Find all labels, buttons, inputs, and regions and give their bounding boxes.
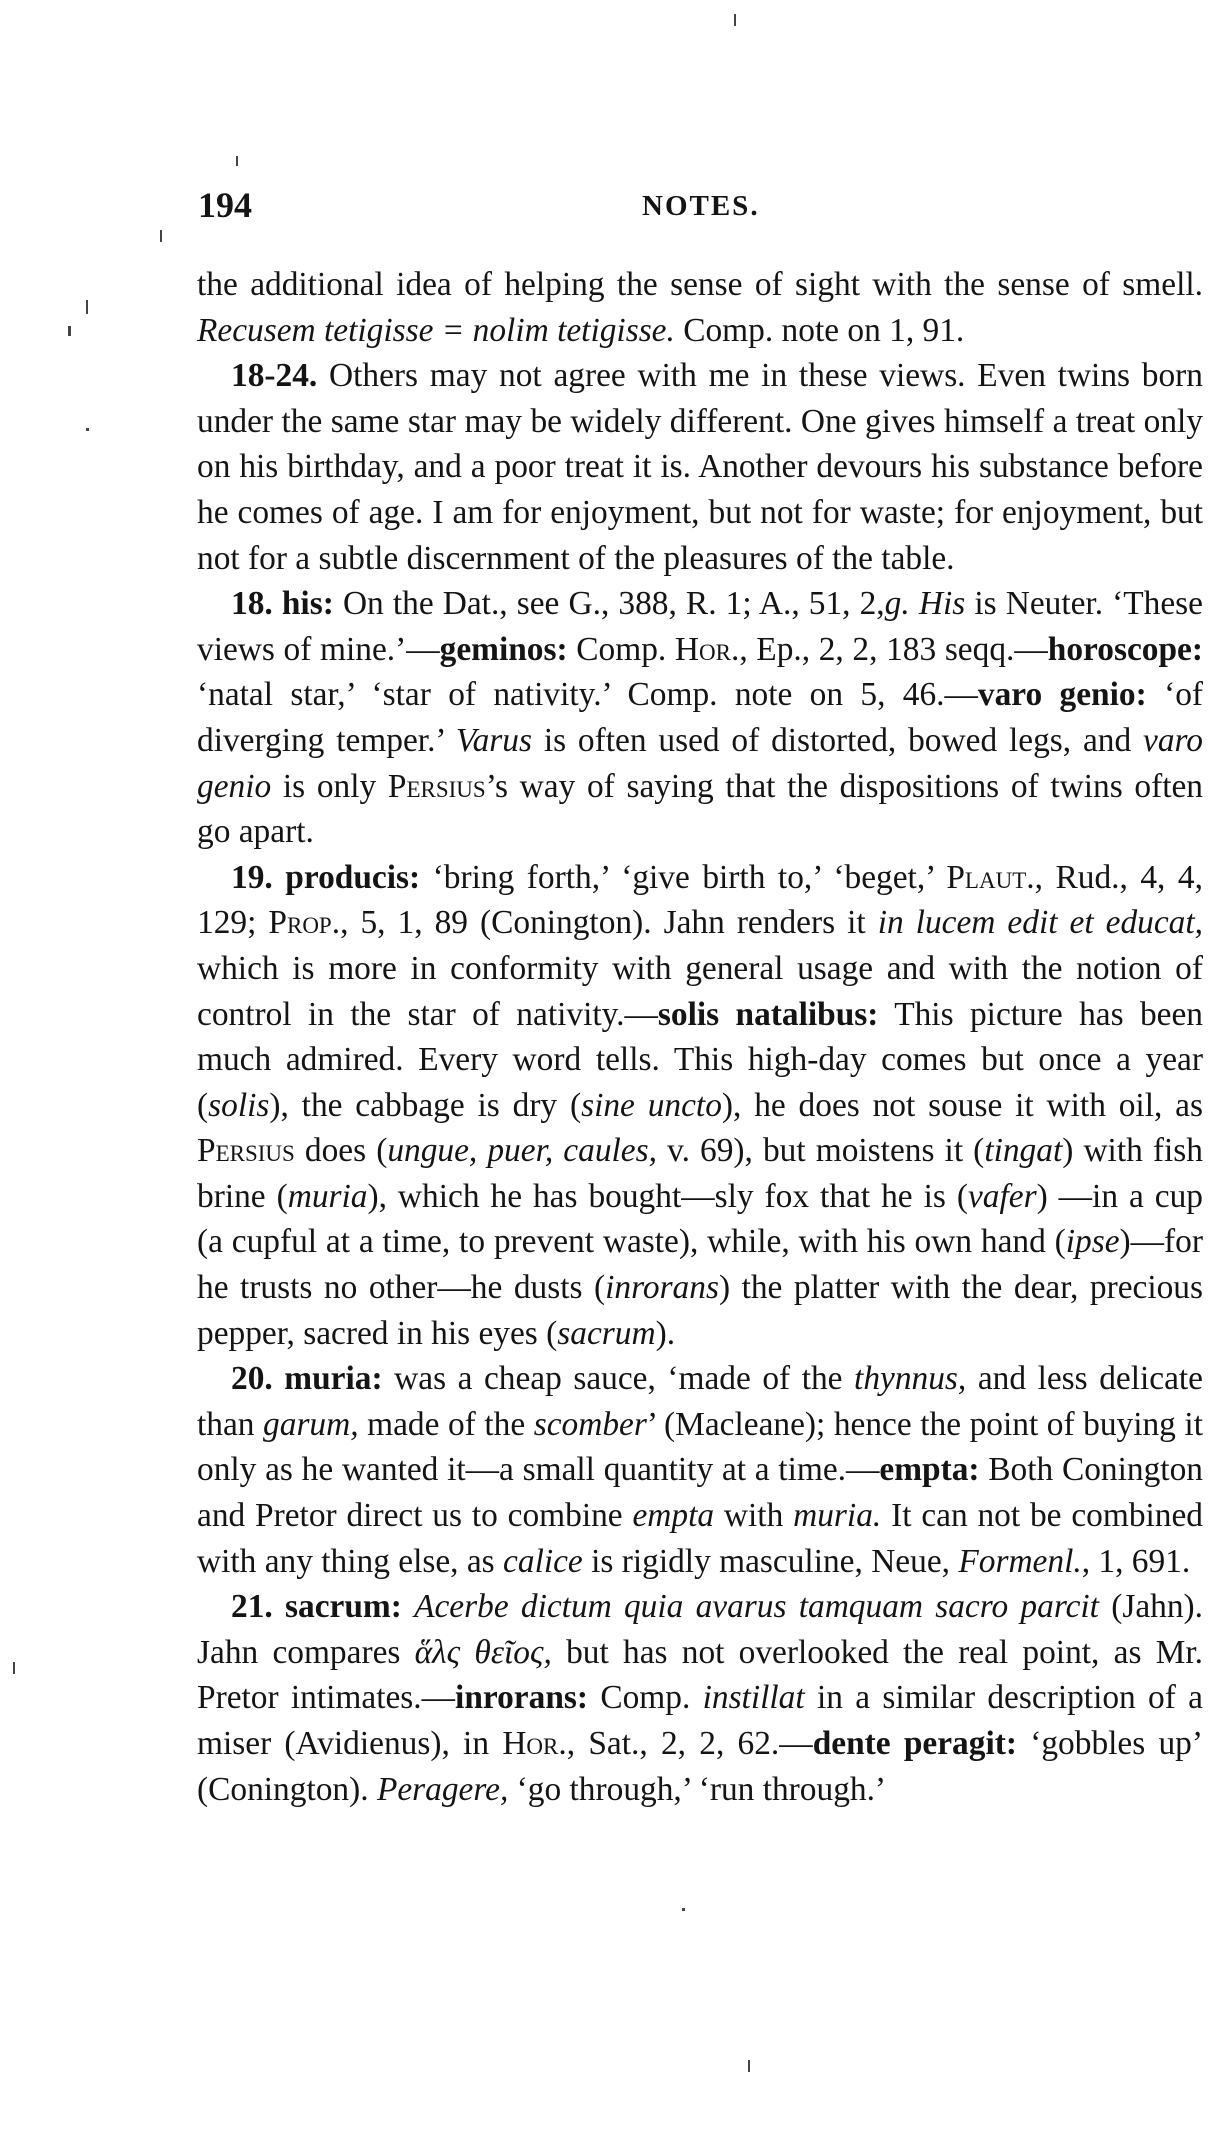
lemma: muria: bbox=[284, 1360, 383, 1398]
greek-text: ἅλς θεῖος, bbox=[414, 1633, 552, 1671]
paragraph-text: ) the platter with the dear, precious pepper, sacred in his eyes ( bbox=[197, 1269, 1203, 1352]
author-abbrev: Plaut. bbox=[946, 858, 1035, 896]
italic-text: varo genio bbox=[197, 721, 1203, 805]
paragraph-text: and less delicate than bbox=[197, 1360, 1203, 1443]
paragraph-text: is only bbox=[282, 767, 377, 805]
paragraph-text: It can not be combined with any thing else, as bbox=[197, 1497, 1203, 1580]
note-18 bbox=[197, 581, 1203, 855]
italic-text: tingat bbox=[984, 1132, 1063, 1170]
paragraph-text: Both Conington and Pretor direct us to combine bbox=[197, 1451, 1203, 1535]
line-reference: 18-24. bbox=[231, 357, 318, 395]
paragraph-text: is Neuter. ‘These views of mine.’— bbox=[197, 585, 1203, 668]
paragraph-text: in a similar description of a miser (Avidienus), in bbox=[197, 1679, 1203, 1762]
paragraph-text: the additional idea of helping the sense of sight with the sense of smell. bbox=[197, 266, 1203, 303]
paragraph-text: ), he does not souse it with oil, as bbox=[721, 1086, 1203, 1124]
line-reference: 21. bbox=[231, 1588, 273, 1626]
line-reference: 18. bbox=[231, 585, 273, 623]
lemma: producis: bbox=[285, 858, 421, 896]
scan-speck bbox=[734, 14, 736, 26]
running-head: NOTES. bbox=[642, 190, 760, 222]
italic-text: vafer bbox=[967, 1177, 1037, 1215]
scan-speck bbox=[86, 428, 89, 431]
lemma: horoscope: bbox=[1047, 630, 1203, 668]
paragraph-text: made of the bbox=[367, 1405, 526, 1443]
italic-text: muria. bbox=[793, 1497, 882, 1535]
lemma: varo genio: bbox=[977, 676, 1147, 714]
paragraph-text: but has not overlooked the real point, as Mr. Pretor intimates.— bbox=[197, 1633, 1203, 1717]
italic-text: ipse bbox=[1065, 1223, 1120, 1261]
lemma: inrorans: bbox=[455, 1679, 589, 1717]
paragraph-continuation bbox=[197, 262, 1203, 353]
paragraph-text: , 5, 1, 89 (Conington). Jahn renders it bbox=[340, 904, 866, 942]
italic-text: solis bbox=[208, 1086, 270, 1124]
paragraph-text: does ( bbox=[304, 1132, 388, 1170]
italic-text: instillat bbox=[702, 1679, 805, 1717]
paragraph-text: ), the cabbage is dry ( bbox=[269, 1086, 582, 1124]
italic-text: scomber bbox=[533, 1405, 647, 1443]
note-18-24 bbox=[197, 353, 1203, 581]
italic-text: in lucem edit et educat, bbox=[877, 904, 1203, 942]
scan-speck bbox=[160, 230, 162, 242]
note-21 bbox=[197, 1584, 1203, 1812]
paragraph-text: ). bbox=[655, 1314, 676, 1352]
italic-text: empta bbox=[632, 1497, 715, 1535]
line-reference: 19. bbox=[231, 858, 273, 896]
lemma: sacrum: bbox=[285, 1588, 402, 1626]
lemma: geminos: bbox=[439, 630, 568, 668]
paragraph-text: Others may not agree with me in these views. Even twins born under the same star may be widely different. One gives himself a treat only on his birthday, and a poor treat it is. Another devours his substance before he comes of age. I am for enjoyment, but not for waste; for enjoyment, but not for a subtle discernment of the pleasures of the table. bbox=[197, 357, 1203, 577]
paragraph-text: , Ep., 2, 2, 183 seqq.— bbox=[739, 630, 1048, 668]
italic-text: thynnus, bbox=[854, 1360, 967, 1398]
page-header bbox=[198, 184, 1208, 232]
paragraph-text: ), which he has bought—sly fox that he is ( bbox=[367, 1177, 968, 1215]
lemma: his: bbox=[281, 585, 334, 623]
italic-text: Acerbe dictum quia avarus tamquam sacro parcit bbox=[414, 1588, 1099, 1626]
note-19 bbox=[197, 855, 1203, 1357]
paragraph-text: , Sat., 2, 2, 62.— bbox=[566, 1725, 813, 1762]
paragraph-text: is often used of distorted, bowed legs, and bbox=[543, 721, 1132, 759]
italic-text: garum, bbox=[263, 1405, 359, 1443]
italic-text: sine uncto bbox=[581, 1086, 722, 1124]
scan-speck bbox=[748, 2060, 750, 2072]
author-abbrev: Hor. bbox=[502, 1725, 567, 1762]
italic-text: calice bbox=[503, 1542, 583, 1580]
paragraph-text: Comp. bbox=[600, 1679, 691, 1717]
scan-speck bbox=[68, 326, 71, 336]
line-reference: 20. bbox=[231, 1360, 273, 1398]
italic-text: Varus bbox=[455, 721, 532, 759]
scan-speck bbox=[682, 1908, 685, 1911]
paragraph-text: On the Dat., see G., 388, R. 1; A., 51, 2, bbox=[342, 585, 885, 623]
italic-text: Formenl. bbox=[958, 1542, 1082, 1580]
paragraph-text: ‘natal star,’ ‘star of nativity.’ Comp. note on 5, 46.— bbox=[197, 676, 978, 714]
author-abbrev: Prop. bbox=[268, 904, 341, 942]
italic-text: g. bbox=[884, 585, 910, 623]
paragraph-text: with bbox=[723, 1497, 784, 1535]
italic-text: inrorans bbox=[605, 1269, 719, 1307]
paragraph-text: , 1, 691. bbox=[1081, 1542, 1191, 1580]
paragraph-text: ‘of diverging temper.’ bbox=[197, 676, 1204, 759]
paragraph-text: ) —in a cup (a cupful at a time, to prevent waste), while, with his own hand ( bbox=[197, 1177, 1203, 1261]
paragraph-text: which is more in conformity with general usage and with the notion of control in the star of nativity.— bbox=[197, 949, 1203, 1033]
paragraph-text: )—for he trusts no other—he dusts ( bbox=[197, 1223, 1203, 1307]
paragraph-text: ‘go through,’ ‘run through.’ bbox=[516, 1770, 887, 1808]
paragraph-text: ‘gobbles up’ (Conington). bbox=[197, 1725, 1203, 1808]
paragraph-text: Comp. note on 1, 91. bbox=[683, 311, 965, 349]
paragraph-text: ’ (Macleane); hence the point of buying it only as he wanted it—a small quantity at a time.— bbox=[197, 1405, 1203, 1489]
italic-text: His bbox=[918, 585, 966, 623]
scan-speck bbox=[236, 156, 238, 166]
author-abbrev: Persius bbox=[197, 1132, 295, 1170]
paragraph-text: Comp. bbox=[576, 630, 667, 668]
latin-phrase: Recusem tetigisse = nolim tetigisse. bbox=[197, 311, 675, 349]
lemma: empta: bbox=[879, 1451, 980, 1489]
notes-body bbox=[197, 262, 1203, 1812]
italic-text: ungue, puer, caules, bbox=[387, 1132, 657, 1170]
paragraph-text: ’s way of saying that the dispositions of twins often go apart. bbox=[197, 767, 1203, 851]
paragraph-text: This picture has been much admired. Every word tells. This high-day comes but once a year ( bbox=[197, 995, 1203, 1124]
page-number: 194 bbox=[198, 185, 252, 225]
italic-text: Peragere, bbox=[376, 1770, 509, 1808]
paragraph-text: v. 69), but moistens it ( bbox=[667, 1132, 985, 1170]
paragraph-text: ‘bring forth,’ ‘give birth to,’ ‘beget,’ bbox=[432, 858, 934, 896]
paragraph-text: was a cheap sauce, ‘made of the bbox=[394, 1360, 843, 1398]
author-abbrev: Persius bbox=[387, 767, 486, 805]
lemma: dente peragit: bbox=[812, 1725, 1017, 1762]
lemma: solis natalibus: bbox=[657, 995, 879, 1033]
note-20 bbox=[197, 1356, 1203, 1584]
paragraph-text: , Rud., 4, 4, 129; bbox=[197, 858, 1203, 942]
italic-text: sacrum bbox=[557, 1314, 656, 1352]
scan-speck bbox=[13, 1662, 15, 1674]
paragraph-text: is rigidly masculine, Neue, bbox=[591, 1542, 950, 1580]
paragraph-text: ) with fish brine ( bbox=[197, 1132, 1203, 1215]
paragraph-text: (Jahn). Jahn compares bbox=[197, 1588, 1203, 1671]
scan-speck bbox=[86, 300, 88, 314]
italic-text: muria bbox=[287, 1177, 368, 1215]
author-abbrev: Hor. bbox=[674, 630, 740, 668]
